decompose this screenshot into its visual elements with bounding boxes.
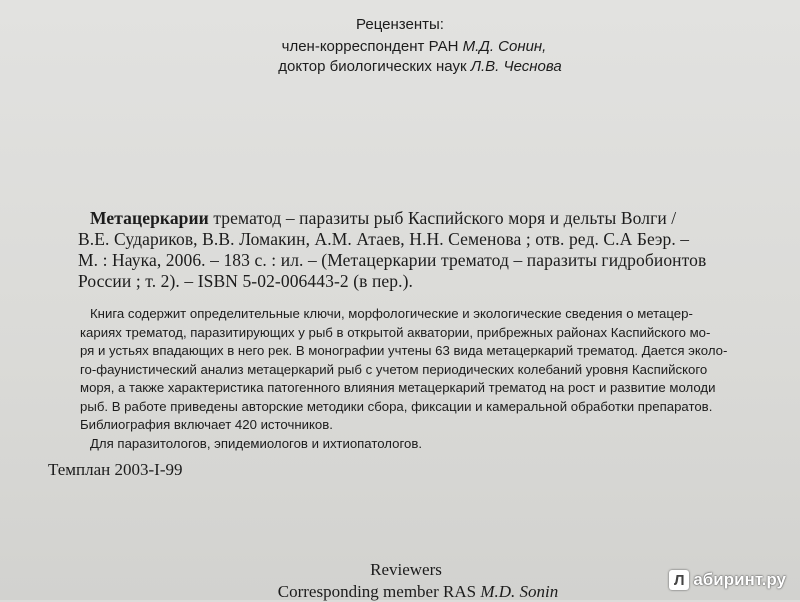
reviewer-1-english-name: M.D. Sonin bbox=[480, 582, 559, 601]
reviewer-1-english-role: Corresponding member RAS bbox=[277, 582, 477, 601]
reviewer-2 bbox=[20, 58, 800, 75]
reviewer-2-name: Л.В. Чеснова bbox=[470, 58, 562, 75]
biblio-line-4: России ; т. 2). – ISBN 5-02-006443-2 (в пер.). bbox=[78, 271, 414, 291]
biblio-line-1 bbox=[78, 208, 778, 229]
annotation-line: рыб. В работе приведены авторские методики сбора, фиксации и камеральной обработки препаратов. bbox=[80, 398, 713, 414]
reviewers-heading: Рецензенты: bbox=[356, 16, 444, 33]
book-subtitle: трематод – паразиты рыб Каспийского моря и дельты Волги / bbox=[208, 208, 677, 228]
annotation bbox=[80, 305, 785, 453]
annotation-line: го-фаунистический анализ метацеркарий рыб с учетом периодических колебаний уровня Каспийского bbox=[80, 361, 708, 377]
annotation-line: ря и устьях впадающих в него рек. В монографии учтены 63 вида метацеркарий трематод. Дается эколо- bbox=[80, 343, 728, 358]
watermark-text: абиринт.ру bbox=[693, 570, 786, 589]
biblio-line-2: В.Е. Судариков, В.В. Ломакин, А.М. Атаев, Н.Н. Семенова ; отв. ред. С.А Беэр. – bbox=[78, 229, 690, 249]
labirint-logo-icon: Л bbox=[669, 570, 689, 590]
reviewer-1-role: член-корреспондент РАН bbox=[281, 38, 459, 55]
templan-code: Темплан 2003-I-99 bbox=[48, 460, 183, 479]
labirint-watermark bbox=[669, 570, 786, 590]
reviewer-2-role: доктор биологических наук bbox=[278, 58, 467, 75]
reviewer-1-name: М.Д. Сонин, bbox=[462, 38, 547, 55]
annotation-line: кариях трематод, паразитирующих у рыб в открытой акватории, прибрежных районах Каспийского мо- bbox=[80, 324, 711, 340]
reviewers-heading-english: Reviewers bbox=[370, 560, 442, 579]
annotation-line: моря, а также характеристика патогенного влияния метацеркарий трематод на рост и развитие молоди bbox=[80, 380, 716, 395]
bibliographic-record bbox=[78, 208, 778, 292]
annotation-audience: Для паразитологов, эпидемиологов и ихтиопатологов. bbox=[90, 435, 422, 451]
book-title: Метацеркарии bbox=[90, 208, 209, 228]
annotation-line: Книга содержит определительные ключи, морфологические и экологические сведения о метацер- bbox=[90, 306, 693, 321]
reviewer-1 bbox=[14, 38, 800, 55]
annotation-line: Библиография включает 420 источников. bbox=[80, 417, 333, 432]
biblio-line-3: М. : Наука, 2006. – 183 с. : ил. – (Метацеркарии трематод – паразиты гидробионтов bbox=[78, 250, 707, 270]
